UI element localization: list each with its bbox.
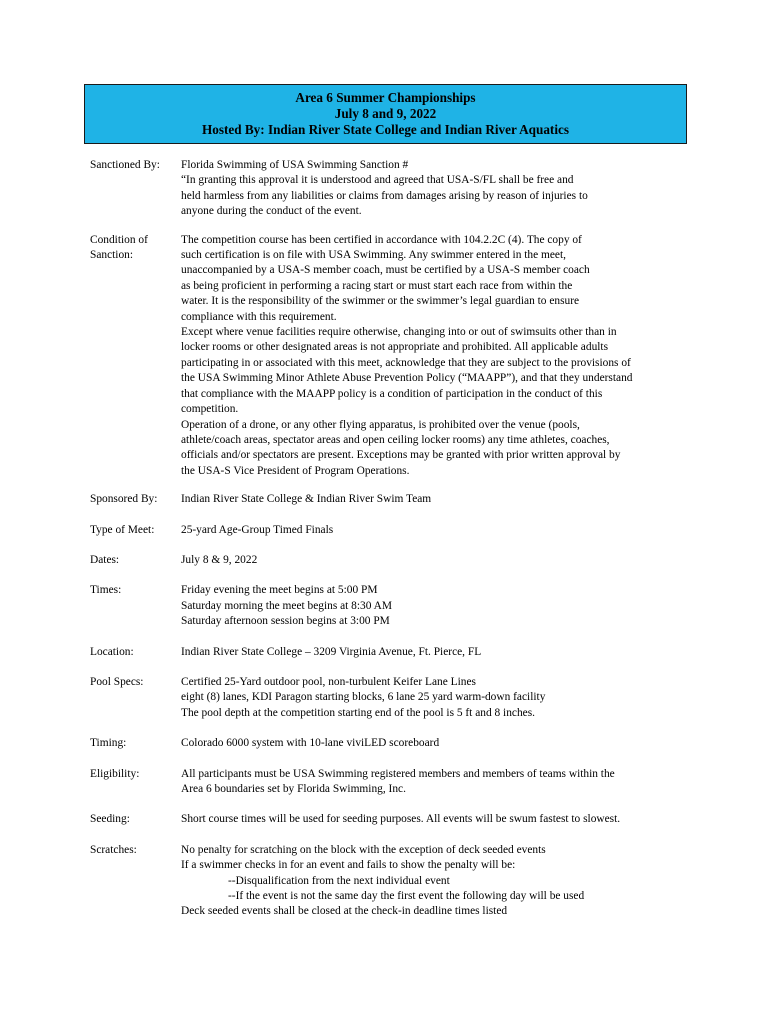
section-text-line: Deck seeded events shall be closed at the check-in deadline times listed <box>181 905 508 918</box>
section-text-line: Friday evening the meet begins at 5:00 PM <box>181 584 378 597</box>
section-text-line: participating in or associated with this meet, acknowledge that they are subject to the provisions of <box>181 356 631 369</box>
section-text-line: If a swimmer checks in for an event and fails to show the penalty will be: <box>181 859 516 872</box>
section-text-line: the USA Swimming Minor Athlete Abuse Prevention Policy (“MAAPP”), and that they understand <box>181 372 633 385</box>
section-label: Seeding: <box>90 813 130 826</box>
section-row <box>90 553 690 568</box>
section-text-line: Except where venue facilities require otherwise, changing into or out of swimsuits other than in <box>181 326 617 339</box>
section-label: Type of Meet: <box>90 523 155 536</box>
section-row <box>90 843 690 920</box>
section-row <box>90 675 690 721</box>
section-text-line: The pool depth at the competition starting end of the pool is 5 ft and 8 inches. <box>181 706 535 719</box>
section-row <box>90 523 690 538</box>
section-text-line: unaccompanied by a USA-S member coach, must be certified by a USA-S member coach <box>181 264 590 277</box>
section-text-line: Saturday morning the meet begins at 8:30 AM <box>181 599 393 612</box>
section-body <box>181 492 690 507</box>
section-text-line: such certification is on file with USA Swimming. Any swimmer entered in the meet, <box>181 249 567 262</box>
section-text-line: Indian River State College & Indian River Swim Team <box>181 493 432 506</box>
section-text-line: Indian River State College – 3209 Virginia Avenue, Ft. Pierce, FL <box>181 645 482 658</box>
section-text-line: The competition course has been certified in accordance with 104.2.2C (4). The copy of <box>181 233 582 246</box>
section-text-line: Florida Swimming of USA Swimming Sanction # <box>181 159 409 171</box>
section-label: Eligibility: <box>90 767 140 780</box>
section-body <box>181 675 690 721</box>
section-body <box>181 233 690 480</box>
section-row <box>90 812 690 827</box>
section-row <box>90 583 690 629</box>
section-text-line: competition. <box>181 403 239 416</box>
section-label: Sponsored By: <box>90 493 158 506</box>
section-label: Scratches: <box>90 843 137 856</box>
meet-dates: July 8 and 9, 2022 <box>334 106 437 121</box>
section-text-line: water. It is the responsibility of the swimmer or the swimmer’s legal guardian to ensure <box>181 295 580 308</box>
section-label: Timing: <box>90 737 127 750</box>
section-label: Sanctioned By: <box>90 159 160 171</box>
section-row <box>90 233 690 480</box>
section-body <box>181 843 690 920</box>
section-text-line: No penalty for scratching on the block with the exception of deck seeded events <box>181 843 546 856</box>
section-body <box>181 812 690 827</box>
section-row <box>90 767 690 798</box>
section-text-line: Colorado 6000 system with 10-lane viviLED scoreboard <box>181 737 440 750</box>
section-text-line: as being proficient in performing a racing start or must start each race from within the <box>181 279 573 292</box>
section-text-line: All participants must be USA Swimming registered members and members of teams within the <box>181 767 615 780</box>
section-text-line: Operation of a drone, or any other flying apparatus, is prohibited over the venue (pools, <box>181 418 580 431</box>
section-text-line: athlete/coach areas, spectator areas and open ceiling locker rooms) any time athletes, coaches, <box>181 433 610 446</box>
section-text-line: Short course times will be used for seeding purposes. All events will be swum fastest to slowest. <box>181 813 621 826</box>
section-text-line: 25-yard Age-Group Timed Finals <box>181 523 334 536</box>
section-row <box>90 158 690 220</box>
section-body <box>181 553 690 568</box>
section-text-line: Area 6 boundaries set by Florida Swimming, Inc. <box>181 783 406 795</box>
meet-title: Area 6 Summer Championships <box>295 90 476 105</box>
section-text-line: Saturday afternoon session begins at 3:00 PM <box>181 615 390 628</box>
section-text-line: the USA-S Vice President of Program Operations. <box>181 464 410 477</box>
section-text-line: --If the event is not the same day the first event the following day will be used <box>228 890 585 903</box>
section-text-line: held harmless from any liabilities or claims from damages arising by reason of injuries to <box>181 189 588 202</box>
section-text-line: --Disqualification from the next individual event <box>228 874 450 887</box>
section-text-line: that compliance with the MAAPP policy is a condition of participation in the conduct of this <box>181 387 603 400</box>
section-label: Pool Specs: <box>90 675 144 688</box>
section-label: Location: <box>90 645 134 658</box>
section-text-line: July 8 & 9, 2022 <box>181 553 258 566</box>
section-body <box>181 158 690 220</box>
section-label: Condition of Sanction: <box>90 233 148 262</box>
section-label: Dates: <box>90 553 120 566</box>
section-text-line: locker rooms or other designated areas is not appropriate and prohibited. All applicable adults <box>181 341 609 354</box>
section-body <box>181 523 690 538</box>
section-body <box>181 736 690 751</box>
section-label: Times: <box>90 584 122 597</box>
header-banner <box>84 84 687 144</box>
section-row <box>90 736 690 751</box>
section-row <box>90 645 690 660</box>
section-text-line: officials and/or spectators are present. Exceptions may be granted with prior written approval by <box>181 449 621 462</box>
meet-host: Hosted By: Indian River State College and Indian River Aquatics <box>202 122 569 137</box>
section-body <box>181 767 690 798</box>
section-text-line: eight (8) lanes, KDI Paragon starting blocks, 6 lane 25 yard warm-down facility <box>181 691 546 704</box>
meet-info-body <box>90 158 690 920</box>
section-text-line: anyone during the conduct of the event. <box>181 205 362 218</box>
section-text-line: compliance with this requirement. <box>181 310 337 323</box>
section-text-line: Certified 25-Yard outdoor pool, non-turbulent Keifer Lane Lines <box>181 675 476 688</box>
section-body <box>181 583 690 629</box>
section-body <box>181 645 690 660</box>
section-row <box>90 492 690 507</box>
section-text-line: “In granting this approval it is understood and agreed that USA-S/FL shall be free and <box>181 174 574 187</box>
